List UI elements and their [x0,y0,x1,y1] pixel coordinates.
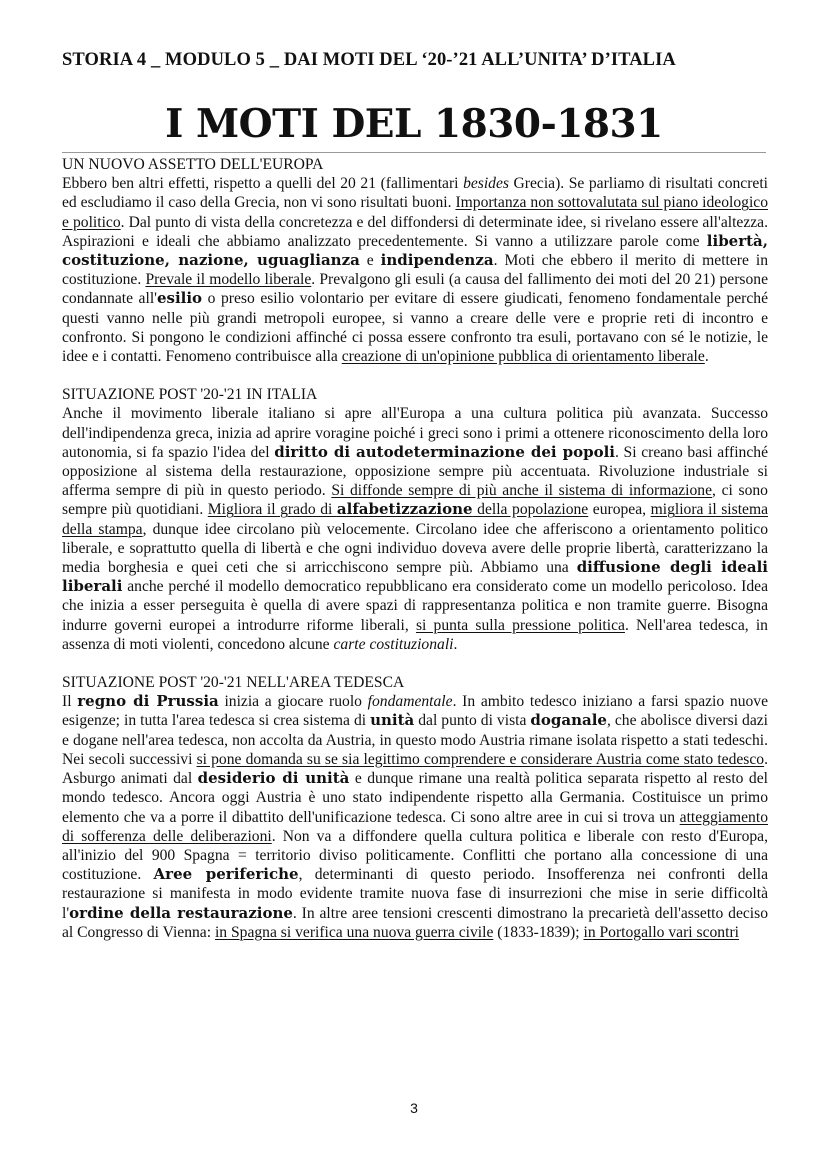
underlined-text: in Portogallo vari scontri [583,923,739,941]
underlined-text: atteggiamento di sofferenza delle deliberazioni [62,808,768,845]
emphasis-text: ordine della restaurazione [69,903,293,922]
section-spacer [62,366,768,385]
section-heading: SITUAZIONE POST '20-'21 NELL'AREA TEDESCA [62,674,405,692]
underlined-text: in Spagna si verifica una nuova guerra civile [214,923,494,941]
underlined-text: della popolazione [472,501,589,519]
course-header: STORIA 4 _ MODULO 5 _ DAI MOTI DEL ‘20-’21 ALL’UNITA’ D’ITALIA [62,50,676,70]
section-paragraph: Anche il movimento liberale italiano si apre all'Europa a una cultura politica più avanzata. Successo dell'indipendenza greca, inizia ad aprire voragine poiché i greci sono i primi a ottenere riconoscimento della loro autonomia, si fa spazio l'idea del diritto di autodeterminazione dei popoli. Si creano basi affinché opposizione al sistema della restaurazione, opposizione sempre più accentuata. Rivoluzione industriale si afferma sempre di più in questo periodo. Si diffonde sempre di più anche il sistema di informazione, ci sono sempre più quotidiani. Migliora il grado di alfabetizzazione della popolazione europea, migliora il sistema della stampa, dunque idee circolano più velocemente. Circolano idee che afferiscono a orientamento politico liberale, e soprattutto quella di libertà e che ogni individuo doveva avere delle proprie libertà, caratterizzano la media borghesia e quei ceti che si arricchiscono sempre più. Abbiamo una diffusione degli ideali liberali anche perché il modello democratico repubblicano era considerato come un modello pericoloso. Idea che inizia a esser perseguita è quella di avere spazi di rappresentanza politica e non tramite guerre. Bisogna indurre governi europei a introdurre riforme liberali, si punta sulla pressione politica. Nell'area tedesca, in assenza di moti violenti, concedono alcune carte costituzionali. [62,405,769,653]
emphasis-text: indipendenza [380,251,494,270]
section-paragraph: Ebbero ben altri effetti, rispetto a quelli del 20 21 (fallimentari besides Grecia). Se parliamo di risultati concreti ed escludiamo il caso della Grecia, non vi sono risultati buoni. Importanza non sottovalutata sul piano ideologico e politico. Dal punto di vista della concretezza e del diffondersi di determinate idee, si rivelano essere all'altezza. Aspirazioni e ideali che abbiamo analizzato precedentemente. Si vanno a utilizzare parole come libertà, costituzione, nazione, uguaglianza e indipendenza. Moti che ebbero il merito di mettere in costituzione. Prevale il modello liberale. Prevalgono gli esuli (a causa del fallimento dei moti del 20 21) persone condannate all'esilio o preso esilio volontario per evitare di essere giudicati, fenomeno fondamentale perché questi vanno nelle più grandi metropoli europee, si vanno a creare delle vere e proprie reti di incontro e confronto. Si pongono le condizioni affinché ci possa essere confronto tra esuli, portavano con sé le notizie, le idee e i contatti. Fenomeno contribuisce alla creazione di un'opinione pubblica di orientamento liberale. [62,175,769,366]
page-number: 3 [410,1100,418,1116]
page-title: I MOTI DEL 1830-1831 [165,101,663,147]
document-body [62,155,768,942]
underlined-text: Prevale il modello liberale [145,271,312,289]
underlined-text: migliora il sistema della stampa [62,501,769,538]
underlined-text: Migliora il grado di [207,501,337,519]
underlined-text: Importanza non sottovalutata sul piano ideologico e politico [62,194,768,231]
section-heading: SITUAZIONE POST '20-'21 IN ITALIA [62,386,318,404]
title-divider [62,152,766,153]
section-heading: UN NUOVO ASSETTO DELL'EUROPA [62,156,324,173]
section-paragraph: Il regno di Prussia inizia a giocare ruolo fondamentale. In ambito tedesco iniziano a farsi spazio nuove esigenze; in tutta l'area tedesca si crea sistema di unità dal punto di vista doganale, che abolisce diversi dazi e dogane nell'area tedesca, non accolta da Austria, in questo modo Austria rimane isolata rispetto a stati tedeschi. Nei secoli successivi si pone domanda su se sia legittimo comprendere e considerare Austria come stato tedesco. Asburgo animati dal desiderio di unità e dunque rimane una realtà politica separata rispetto al resto del mondo tedesco. Ancora oggi Austria è uno stato indipendente rispetto alla Germania. Costituisce un primo elemento che va a porre il dibattito dell'unificazione tedesca. Ci sono altre aree in cui si trova un atteggiamento di sofferenza delle deliberazioni. Non va a diffondere quella cultura politica e liberale con resto d'Europa, all'inizio del 900 Spagna = territorio diviso politicamente. Conflitti che portano alla concessione di una costituzione. Aree periferiche, determinanti di questo periodo. Insofferenza nei confronti della restaurazione si manifesta in modo evidente tramite nuova fase di insurrezioni che mise in serie difficoltà l'ordine della restaurazione. In altre aree tensioni crescenti dimostrano la precarietà dell'assetto deciso al Congresso di Vienna: in Spagna si verifica una nuova guerra civile (1833-1839); in Portogallo vari scontri [62,692,769,941]
underlined-text: si punta sulla pressione politica [415,616,625,634]
underlined-text: si pone domanda su se sia legittimo comprendere e considerare Austria come stato tedesco [196,750,765,768]
emphasis-text: diffusione degli ideali liberali [62,558,768,596]
emphasis-text: Aree periferiche [153,865,299,884]
emphasis-text: esilio [156,289,203,308]
emphasis-text: regno di Prussia [77,692,219,711]
underlined-text: Si diffonde sempre di più anche il sistema di informazione [331,482,713,500]
italic-text: carte costituzionali [333,635,454,653]
italic-text: fondamentale [367,693,453,711]
section-spacer [62,654,768,673]
emphasis-text: doganale [530,711,607,730]
emphasis-text: alfabetizzazione [336,500,473,519]
underlined-text: creazione di un'opinione pubblica di orientamento liberale [341,348,705,366]
emphasis-text: diritto di autodeterminazione dei popoli [274,442,615,461]
emphasis-text: libertà, costituzione, nazione, uguaglianza [62,231,768,270]
emphasis-text: desiderio di unità [197,769,350,788]
emphasis-text: unità [370,711,415,730]
italic-text: besides [463,175,509,193]
